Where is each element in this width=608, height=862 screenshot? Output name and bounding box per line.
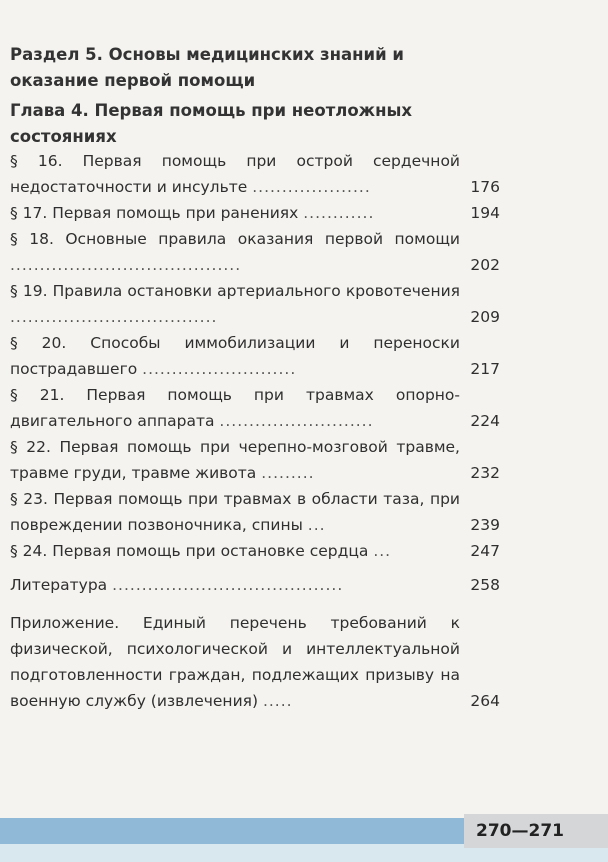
dot-leader: .......................................: [10, 256, 242, 274]
toc-entry-page: 202: [470, 256, 500, 274]
toc-entry-title: § 18. Основные правила оказания первой помощи: [10, 230, 460, 248]
toc-entry-19: [10, 278, 500, 330]
toc-entry-18: [10, 226, 500, 278]
table-of-contents: [10, 148, 500, 714]
toc-entry-page: 247: [470, 542, 500, 560]
toc-entry-page: 264: [470, 692, 500, 710]
dot-leader: ............: [303, 204, 375, 222]
toc-entry-23: [10, 486, 500, 538]
toc-entry-21: [10, 382, 500, 434]
toc-entry-title: § 22. Первая помощь при черепно-мозговой травме, травме груди, травме живота: [10, 438, 460, 482]
toc-entry-title: § 20. Способы иммобилизации и переноски пострадавшего: [10, 334, 460, 378]
dot-leader: ..........................: [142, 360, 297, 378]
dot-leader: ...................................: [10, 308, 218, 326]
toc-entry-title: § 21. Первая помощь при травмах опорно-двигательного аппарата: [10, 386, 460, 430]
toc-entry-title: § 16. Первая помощь при острой сердечной недостаточности и инсульте: [10, 152, 460, 196]
toc-entry-17: [10, 200, 500, 226]
toc-entry-page: 217: [470, 360, 500, 378]
page-number-tab: 270—271: [464, 814, 608, 848]
toc-entry-16: [10, 148, 500, 200]
toc-entry-20: [10, 330, 500, 382]
toc-entry-24: [10, 538, 500, 564]
toc-entry-page: 176: [470, 178, 500, 196]
toc-entry-page: 209: [470, 308, 500, 326]
toc-entry-page: 224: [470, 412, 500, 430]
section-heading: Раздел 5. Основы медицинских знаний и оказание первой помощи: [10, 45, 404, 90]
toc-entry-page: 239: [470, 516, 500, 534]
toc-entry-22: [10, 434, 500, 486]
toc-entry-title: § 24. Первая помощь при остановке сердца: [10, 542, 369, 560]
toc-entry-page: 194: [470, 204, 500, 222]
dot-leader: ...: [373, 542, 392, 560]
dot-leader: .....: [262, 692, 293, 710]
dot-leader: ..........................: [219, 412, 374, 430]
dot-leader: .......................................: [112, 576, 344, 594]
toc-entry-appendix: [10, 610, 500, 714]
dot-leader: .........: [261, 464, 315, 482]
toc-entry-page: 232: [470, 464, 500, 482]
toc-entry-literature: [10, 572, 500, 598]
toc-entry-page: 258: [470, 576, 500, 594]
dot-leader: ...: [307, 516, 326, 534]
chapter-heading: Глава 4. Первая помощь при неотложных состояниях: [10, 101, 413, 146]
toc-entry-title: Литература: [10, 576, 108, 594]
toc-entry-title: Приложение. Единый перечень требований к физической, психологической и интеллектуальной подготовленности граждан, подлежащих призыву на военную службу (извлечения): [10, 614, 460, 710]
toc-entry-title: § 19. Правила остановки артериального кровотечения: [10, 282, 460, 300]
toc-entry-title: § 23. Первая помощь при травмах в области таза, при повреждении позвоночника, спины: [10, 490, 460, 534]
dot-leader: ....................: [252, 178, 371, 196]
toc-entry-title: § 17. Первая помощь при ранениях: [10, 204, 299, 222]
